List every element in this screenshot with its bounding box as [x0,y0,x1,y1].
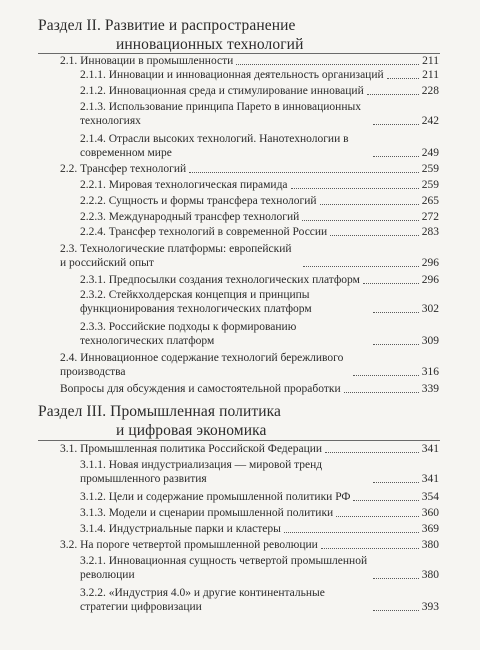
toc-entry-page: 354 [421,491,439,503]
toc-entry[interactable] [80,490,439,504]
toc-entry-text: 3.1.2. Цели и содержание промышленной политики РФ [80,491,351,503]
toc-entry-page: 316 [421,366,439,378]
toc-entry-page: 272 [421,211,439,223]
toc-entry-page: 259 [421,163,439,175]
section-heading-line2: и цифровая экономика [116,422,267,439]
leader-dots [284,532,419,533]
toc-entry[interactable] [80,554,439,582]
toc-entry[interactable] [60,538,439,552]
toc-entry-text: 2.1.4. Отрасли высоких технологий. Нанотехнологии в современном мире [80,133,349,159]
leader-dots [344,392,419,393]
toc-entry[interactable] [80,210,439,224]
toc-entry-page: 228 [421,85,439,97]
toc-entry-text: 2.3.3. Российские подходы к формированию технологических платформ [80,321,297,347]
toc-entry[interactable] [80,178,439,192]
leader-dots [303,266,419,267]
toc-entry-text: 2.2.3. Международный трансфер технологий [80,211,300,223]
toc-entry-page: 339 [421,383,439,395]
toc-entry-text: 2.2. Трансфер технологий [60,163,187,175]
toc-entry-page: 211 [422,55,439,67]
toc-entry-page: 380 [421,539,439,551]
toc-entry-text: 3.2. На пороге четвертой промышленной революции [60,539,318,551]
toc-entry-text: 2.3. Технологические платформы: европейский и российский опыт [60,243,292,269]
leader-dots [353,500,418,501]
toc-entry-page: 380 [421,569,439,581]
leader-dots [363,283,419,284]
toc-entry[interactable] [60,442,439,456]
toc-entry[interactable] [60,242,439,270]
toc-entry-text: 2.3.2. Стейкхолдерская концепция и принципы функционирования технологических платформ [80,289,312,315]
toc-entry-page: 259 [421,179,439,191]
toc-entry-page: 211 [422,69,439,81]
toc-entry-text: 3.1.1. Новая индустриализация — мировой тренд промышленного развития [80,459,323,485]
toc-entry-text: 2.1. Инновации в промышленности [60,55,234,67]
section-heading-line1: Раздел II. Развитие и распространение [38,17,296,34]
toc-entry-text: 2.1.1. Инновации и инновационная деятельность организаций [80,69,384,81]
toc-entry[interactable] [80,68,439,82]
leader-dots [373,124,419,125]
leader-dots [321,548,419,549]
leader-dots [291,188,419,189]
toc-entry-page: 265 [421,195,439,207]
leader-dots [320,204,419,205]
toc-entry-text: 3.1.3. Модели и сценарии промышленной политики [80,507,334,519]
toc-entry-text: 3.2.1. Инновационная сущность четвертой промышленной революции [80,555,368,581]
leader-dots [236,64,419,65]
toc-entry[interactable] [80,84,439,98]
toc-entry-page: 249 [421,147,439,159]
toc-entry[interactable] [80,320,439,348]
toc-entry-text: 2.2.1. Мировая технологическая пирамида [80,179,288,191]
leader-dots [189,172,419,173]
toc-entry-text: 2.3.1. Предпосылки создания технологических платформ [80,274,360,286]
toc-entry-page: 393 [421,601,439,613]
leader-dots [302,220,418,221]
toc-entry-text: Вопросы для обсуждения и самостоятельной проработки [60,383,341,395]
section-heading-2 [38,16,440,54]
toc-entry-text: 2.2.4. Трансфер технологий в современной России [80,226,328,238]
toc-entry[interactable] [80,273,439,287]
toc-entry[interactable] [80,586,439,614]
leader-dots [373,344,419,345]
toc-entry[interactable] [80,100,439,128]
toc-entry-page: 283 [421,226,439,238]
leader-dots [387,78,420,79]
toc-entry-page: 309 [421,335,439,347]
toc-entry[interactable] [60,162,439,176]
leader-dots [373,578,419,579]
toc-entry[interactable] [80,194,439,208]
leader-dots [367,94,419,95]
leader-dots [373,610,419,611]
toc-entry-page: 360 [421,507,439,519]
leader-dots [353,375,419,376]
toc-entry-text: 3.1.4. Индустриальные парки и кластеры [80,523,281,535]
toc-entry-text: 2.4. Инновационное содержание технологий бережливого производства [60,352,344,378]
section-heading-3 [38,402,440,440]
leader-dots [336,516,419,517]
toc-entry-text: 2.1.3. Использование принципа Парето в инновационных технологиях [80,101,361,127]
toc-entry-page: 242 [421,115,439,127]
leader-dots [330,235,419,236]
toc-entry[interactable] [60,351,439,379]
toc-entry-page: 296 [421,274,439,286]
toc-entry-page: 302 [421,303,439,315]
section-heading-line1: Раздел III. Промышленная политика [38,403,282,420]
toc-entry[interactable] [80,225,439,239]
toc-entry[interactable] [80,506,439,520]
toc-entry-page: 296 [421,257,439,269]
leader-dots [373,156,419,157]
toc-entry-text: 3.1. Промышленная политика Российской Федерации [60,443,323,455]
toc-entry[interactable] [80,458,439,486]
toc-entry[interactable] [60,54,439,68]
toc-entry-text: 2.1.2. Инновационная среда и стимулирование инноваций [80,85,364,97]
toc-entry[interactable] [60,382,439,396]
leader-dots [373,312,419,313]
leader-dots [373,482,419,483]
section-heading-line2: инновационных технологий [116,36,304,53]
heading-rule [38,440,440,441]
leader-dots [325,452,419,453]
toc-entry[interactable] [80,288,439,316]
toc-entry[interactable] [80,132,439,160]
toc-entry-page: 341 [421,473,439,485]
toc-entry[interactable] [80,522,439,536]
toc-entry-page: 369 [421,523,439,535]
toc-entry-text: 3.2.2. «Индустрия 4.0» и другие континентальные стратегии цифровизации [80,587,325,613]
toc-entry-text: 2.2.2. Сущность и формы трансфера технологий [80,195,317,207]
toc-entry-page: 341 [421,443,439,455]
